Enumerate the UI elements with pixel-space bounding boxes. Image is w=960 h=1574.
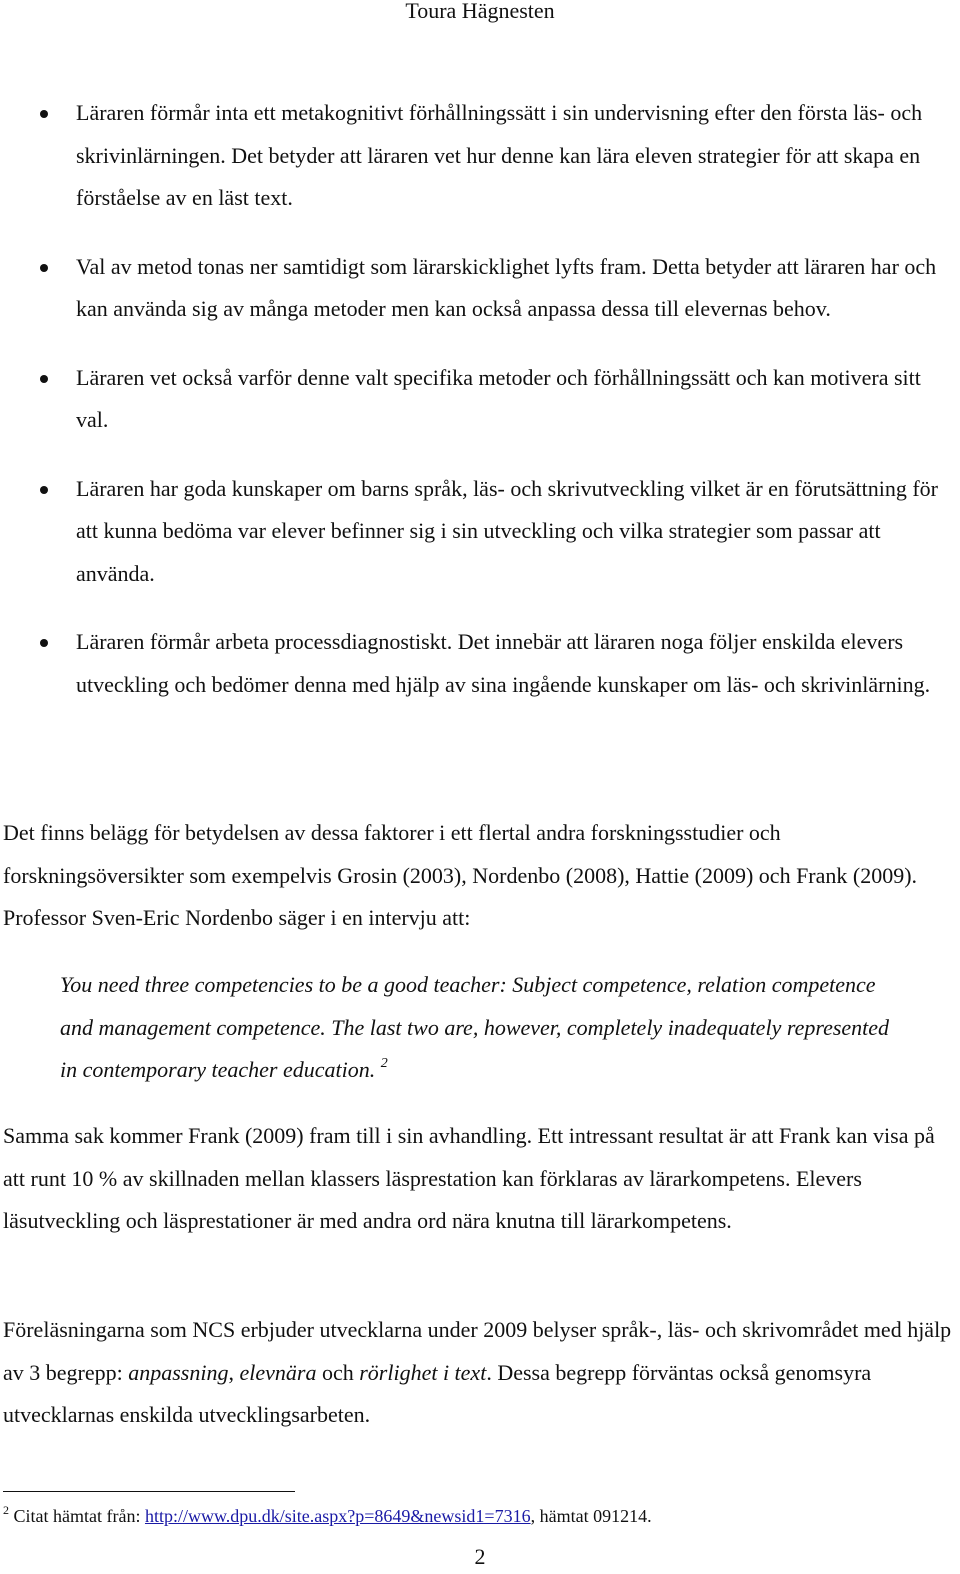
body-paragraph: Det finns belägg för betydelsen av dessa faktorer i ett flertal andra forskningsstudier och forskningsöversikter som exempelvis Grosin (2003), Nordenbo (2008), Hattie (2009) och Frank (2009). Professor Sven-Eric Nordenbo säger i en intervju att:	[3, 820, 918, 930]
page-header: Toura Hägnesten	[405, 0, 555, 23]
emphasized-term: rörlighet i text	[359, 1359, 487, 1385]
emphasized-term: anpassning	[128, 1359, 229, 1385]
bullet-icon	[40, 375, 48, 383]
body-paragraph: Samma sak kommer Frank (2009) fram till i sin avhandling. Ett intressant resultat är att Frank kan visa på att runt 10 % av skillnaden mellan klassers läsprestation kan förklaras av lärarkompetens. Elevers läsutveckling och läsprestationer är med andra ord nära knutna till lärarkompetens.	[3, 1123, 935, 1233]
bullet-item	[0, 621, 960, 706]
bullet-list	[0, 92, 960, 732]
footnote-divider	[3, 1491, 295, 1492]
bullet-item	[0, 246, 960, 331]
bullet-text: Läraren vet också varför denne valt specifika metoder och förhållningssätt och kan motivera sitt val.	[76, 364, 921, 432]
bullet-item	[0, 92, 960, 220]
separator-text: ,	[228, 1359, 240, 1385]
footnote-suffix: , hämtat 091214.	[530, 1506, 652, 1526]
block-quote	[60, 964, 900, 1092]
bullet-icon	[40, 264, 48, 272]
bullet-text: Läraren har goda kunskaper om barns språk, läs- och skrivutveckling vilket är en förutsättning för att kunna bedöma var elever befinner sig i sin utveckling och vilka strategier som passar att använda.	[76, 475, 939, 586]
emphasized-term: elevnära	[239, 1359, 317, 1385]
bullet-text: Läraren förmår arbeta processdiagnostiskt. Det innebär att läraren noga följer enskilda elevers utveckling och bedömer denna med hjälp av sina ingående kunskaper om läs- och skrivinlärning.	[76, 629, 931, 697]
bullet-icon	[40, 486, 48, 494]
footnote	[3, 1502, 953, 1530]
bullet-item	[0, 468, 960, 596]
footnote-number: 2	[3, 1503, 9, 1517]
paragraph-text: . Dessa begrepp förväntas också genomsyra utvecklarnas enskilda utvecklingsarbeten.	[3, 1359, 872, 1427]
page-number: 2	[474, 1544, 486, 1569]
paragraph-text: Föreläsningarna som NCS erbjuder utvecklarna under 2009 belyser språk-, läs- och skrivområdet med hjälp av 3 begrepp:	[3, 1317, 952, 1385]
body-paragraph	[3, 1309, 957, 1437]
separator-text: och	[316, 1359, 360, 1385]
bullet-icon	[40, 639, 48, 647]
bullet-item	[0, 357, 960, 442]
footnote-link[interactable]: http://www.dpu.dk/site.aspx?p=8649&newsid1=7316	[144, 1506, 531, 1526]
bullet-text: Läraren förmår inta ett metakognitivt förhållningssätt i sin undervisning efter den första läs- och skrivinlärningen. Det betyder att läraren vet hur denne kan lära eleven strategier för att skapa en förståelse av en läst text.	[76, 100, 923, 210]
bullet-icon	[40, 110, 48, 118]
quote-text: You need three competencies to be a good teacher: Subject competence, relation competence and management competence. The last two are, however, completely inadequately represented in contemporary teacher education.	[60, 972, 890, 1082]
footnote-prefix: Citat hämtat från:	[9, 1506, 145, 1526]
bullet-text: Val av metod tonas ner samtidigt som lärarskicklighet lyfts fram. Detta betyder att läraren har och kan använda sig av många metoder men kan också anpassa dessa till elevernas behov.	[76, 253, 937, 321]
footnote-reference[interactable]: 2	[380, 1056, 388, 1071]
